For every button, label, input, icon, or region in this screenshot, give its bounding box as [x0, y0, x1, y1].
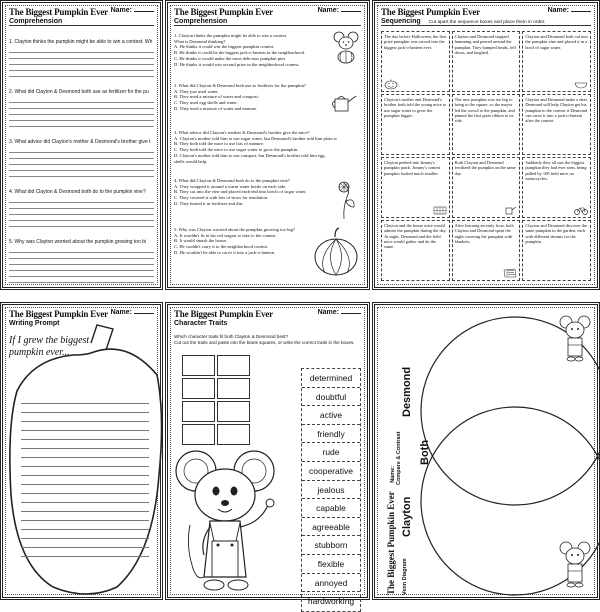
mc-question-4: 4. What did Clayton & Desmond both do to the pumpkin vine? A. They wrapped it around a warm water bottle on each side. B. They cut into the vine and placed each end into bowls of sugar water. C. They covered it with lots of straw for insulation. D. They buried it in fertilizer and dirt. — [174, 178, 307, 206]
worksheet-title: The Biggest Pumpkin Ever — [9, 309, 108, 319]
trait-word[interactable]: jealous — [302, 481, 360, 500]
sequence-box[interactable]: Suddenly they all saw the biggest pumpkin they had ever seen, being pulled by 100 field mice on motorcycles. — [522, 157, 591, 218]
name-label: Name: — [548, 7, 591, 14]
sequence-box[interactable]: Clayton and Desmond discover the same pumpkin in the garden, each with different dreams for the pumpkin. — [522, 220, 591, 281]
traits-instructions: Which character traits fit both Clayton & Desmond best? Cut out the traits and paste into the blank squares, or write the correct traits in the boxes. — [174, 334, 355, 345]
pumpkin-vine-icon — [329, 179, 359, 219]
name-label: Name: — [318, 7, 361, 14]
sequence-box[interactable]: Clayton and the house mice would admire the pumpkin during the day. At night, Desmond and the field mice would gather and do the same. — [381, 220, 450, 281]
worksheet-title: The Biggest Pumpkin Ever — [174, 309, 273, 319]
sequence-box[interactable]: Both Clayton and Desmond fertilized the pumpkin on the same day. — [452, 157, 521, 218]
trait-word[interactable]: determined — [302, 369, 360, 388]
character-traits-sheet — [165, 302, 370, 607]
name-label: Name: — [390, 465, 396, 483]
question-1: 1. Clayton thinks the pumpkin might be able to win a contest. Wh — [9, 39, 153, 45]
venn-diagram-sheet — [372, 302, 600, 600]
sheet-header — [174, 309, 361, 331]
sequence-box[interactable]: After learning an early frost, both Clayton and Desmond spent the night covering the pumpkin with blankets. — [452, 220, 521, 281]
writing-lines[interactable] — [21, 395, 149, 557]
trait-word[interactable]: agreeable — [302, 518, 360, 537]
watering-can-icon — [503, 205, 517, 215]
trait-word[interactable]: capable — [302, 499, 360, 518]
trait-word[interactable]: friendly — [302, 425, 360, 444]
pumpkin-patch-icon — [433, 205, 447, 215]
sequencing-sheet — [372, 0, 600, 290]
venn-label-both: Both — [419, 439, 431, 465]
worksheet-title: The Biggest Pumpkin Ever — [9, 7, 108, 17]
sheet-header — [381, 7, 591, 29]
question-3: 3. What advice did Clayton's mother & Desmond's brother give t — [9, 139, 151, 145]
name-label: Name: — [111, 309, 154, 316]
sequencing-instructions: Cut apart the sequence boxes and place them in order. — [428, 20, 546, 25]
name-label: Name: — [318, 309, 361, 316]
mouse-top-icon — [559, 315, 591, 363]
question-5: 5. Why was Clayton worried about the pumpkin growing too bi — [9, 239, 147, 245]
name-label: Name: — [111, 7, 154, 14]
mouse-bottom-icon — [559, 541, 591, 589]
sheet-subtitle: Sequencing Cut apart the sequence boxes and place them in order. — [381, 18, 591, 26]
sheet-subtitle: Character Traits — [174, 320, 228, 327]
trait-word[interactable]: cooperative — [302, 462, 360, 481]
mc-question-1: 1. Clayton thinks the pumpkin might be able to win a contest. What is Desmond thinking? A. He thinks it could win the biggest pumpkin contest. B. He thinks it could be the biggest jack-o-lantern in the neighborhood. C. He thinks it would make the most delicious pumpkin pies. D. He thinks it would win second prize in the neighborhood contest. — [174, 33, 306, 67]
traits-word-list — [301, 368, 361, 612]
writing-prompt-sheet — [0, 302, 163, 600]
sheet-subtitle: Comprehension — [174, 18, 361, 26]
comprehension-sheet-2 — [165, 0, 370, 290]
trait-word[interactable]: rude — [302, 443, 360, 462]
sequence-grid — [381, 31, 591, 281]
sheet-subtitle: Comprehension — [9, 18, 154, 26]
sheet-subtitle: Writing Prompt — [9, 320, 60, 327]
trait-word[interactable]: flexible — [302, 555, 360, 574]
comprehension-sheet-1 — [0, 0, 163, 290]
trait-answer-boxes[interactable] — [182, 355, 250, 445]
mc-question-3: 3. What advice did Clayton's mother & Desmond's brother give the mice? A. Clayton's mother told him to use sugar water, but Desmond's brother told him plain w B. They both told the mice to use lots of manure. C. They both told the mice to use sugar water to grow the pumpkin. D. Clayton's mother told him to use compost, but Desmond's brother told him egg shells would help. — [174, 130, 338, 164]
sequence-box[interactable]: Clayton and Desmond make a deal. Desmond will help Clayton get his pumpkin to the contest if Desmond can carve it into a jack-o-lantern after the contest. — [522, 94, 591, 155]
trait-word[interactable]: active — [302, 406, 360, 425]
mouse-character-icon — [174, 445, 292, 595]
worksheet-title: The Biggest Pumpkin Ever — [386, 491, 396, 595]
worksheet-title: The Biggest Pumpkin Ever — [381, 7, 480, 17]
trait-word[interactable]: stubborn — [302, 536, 360, 555]
mouse-with-pumpkin-icon — [333, 31, 359, 65]
sequence-box[interactable]: Clayton peeked into Jimmy's pumpkin patch. Jimmy's contest pumpkin looked much smaller. — [381, 157, 450, 218]
answer-lines-5[interactable] — [9, 247, 154, 283]
sheet-header — [9, 7, 154, 29]
answer-lines-2[interactable] — [9, 97, 154, 127]
pumpkin-icon — [313, 227, 359, 277]
mc-question-2: 2. What did Clayton & Desmond both use as fertilizer for the pumpkin? A. They just used water. B. They used a mixture of water and compost. C. They used egg shells and water. D. They used a mixture of water and manure. — [174, 83, 306, 111]
sequence-box[interactable]: Clayton's mother and Desmond's brother both told the young mice to use sugar water to grow the pumpkin bigger. — [381, 94, 450, 155]
sequence-box[interactable]: Clayton and Desmond both cut into the pumpkin vine and placed it in a bowl of sugar water. — [522, 31, 591, 92]
sequence-box[interactable]: The new pumpkin was too big to bring to the square, so the mayor led the crowd to the pumpkin, and pinned the first prize ribbon to its side. — [452, 94, 521, 155]
worksheet-title: The Biggest Pumpkin Ever — [174, 7, 273, 17]
answer-lines-4[interactable] — [9, 197, 154, 227]
venn-label-desmond: Desmond — [401, 366, 413, 417]
trait-word[interactable]: doubtful — [302, 388, 360, 407]
venn-subtitle: Venn Diagram — [402, 558, 408, 595]
jack-o-lantern-icon — [384, 79, 398, 89]
venn-label-clayton: Clayton — [401, 496, 413, 537]
bicycle-icon — [574, 205, 588, 215]
trait-word[interactable]: annoyed — [302, 574, 360, 593]
sheet-header — [174, 7, 361, 29]
answer-lines-1[interactable] — [9, 47, 154, 77]
writing-prompt-text: If I grew the biggest pumpkin ever... — [9, 335, 90, 358]
answer-lines-3[interactable] — [9, 147, 154, 177]
question-2: 2. What did Clayton & Desmond both use as fertilizer for the pu — [9, 89, 149, 95]
trait-word[interactable]: hardworking — [307, 596, 355, 607]
bowl-icon — [574, 79, 588, 89]
blanket-icon — [503, 268, 517, 278]
sequence-box[interactable]: The day before Halloween, the first prize pumpkin was carved into the biggest jack-o-lantern ever. — [381, 31, 450, 92]
compare-contrast-label: Compare & Contrast — [396, 431, 402, 485]
mc-question-5: 5. Why was Clayton worried about the pumpkin growing too big? A. It wouldn't fit in his red wagon to take to the contest. B. It would smash the house. C. He couldn't carry it to the neighborhood contest. D. He wouldn't be able to carve it into a jack-o-lantern. — [174, 227, 295, 255]
sequence-box[interactable]: Clayton and Desmond stopped humming and peered around the pumpkin. They bumped heads, fell down, and laughed. — [452, 31, 521, 92]
question-4: 4. What did Clayton & Desmond both do to the pumpkin vine? — [9, 189, 146, 195]
